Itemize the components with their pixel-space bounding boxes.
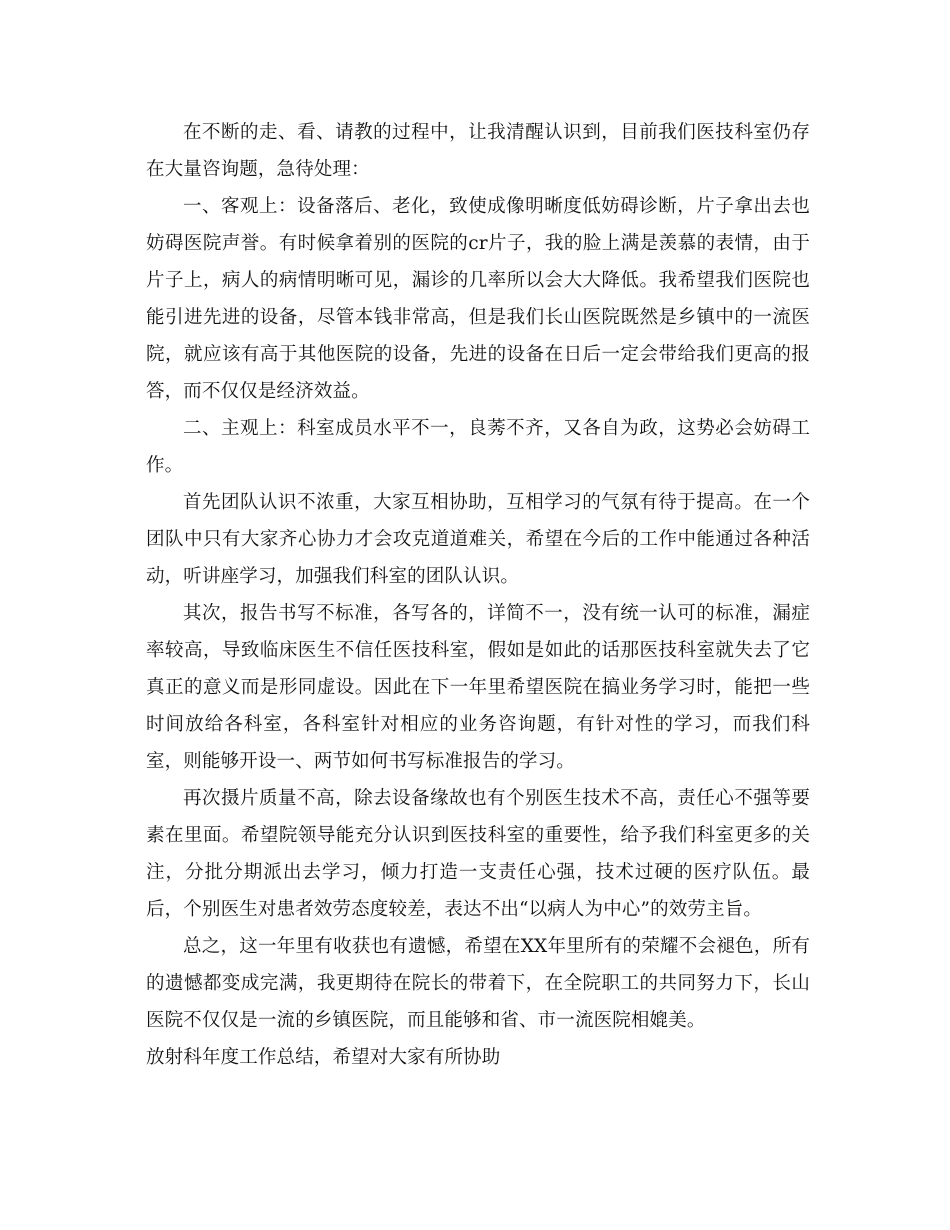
paragraph-objective: 一、客观上：设备落后、老化，致使成像明晰度低妨碍诊断，片子拿出去也妨碍医院声誉。有时候拿着别的医院的cr片子，我的脸上满是羡慕的表情，由于片子上，病人的病情明晰可见，漏诊的几率所以会大大降低。我希望我们医院也能引进先进的设备，尽管本钱非常高，但是我们长山医院既然是乡镇中的一流医院，就应该有高于其他医院的设备，先进的设备在日后一定会带给我们更高的报答，而不仅仅是经济效益。 bbox=[146, 196, 810, 402]
document-body bbox=[146, 114, 810, 1076]
paragraph-team-awareness: 首先团队认识不浓重，大家互相协助，互相学习的气氛有待于提高。在一个团队中只有大家齐心协力才会攻克道道难关，希望在今后的工作中能通过各种活动，听讲座学习，加强我们科室的团队认识。 bbox=[146, 492, 810, 587]
paragraph-conclusion: 总之，这一年里有收获也有遗憾，希望在XX年里所有的荣耀不会褪色，所有的遗憾都变成完满，我更期待在院长的带着下，在全院职工的共同努力下，长山医院不仅仅是一流的乡镇医院，而且能够和省、市一流医院相媲美。 bbox=[146, 936, 810, 1031]
paragraph-film-quality: 再次摄片质量不高，除去设备缘故也有个别医生技术不高，责任心不强等要素在里面。希望院领导能充分认识到医技科室的重要性，给予我们科室更多的关注，分批分期派出去学习，倾力打造一支责任心强，技术过硬的医疗队伍。最后，个别医生对患者效劳态度较差，表达不出“以病人为中心”的效劳主旨。 bbox=[146, 788, 810, 920]
closing-line: 放射科年度工作总结，希望对大家有所协助 bbox=[146, 1047, 501, 1068]
paragraph-intro: 在不断的走、看、请教的过程中，让我清醒认识到，目前我们医技科室仍存在大量咨询题，急待处理： bbox=[146, 122, 810, 180]
paragraph-report-writing: 其次，报告书写不标准，各写各的，详简不一，没有统一认可的标准，漏症率较高，导致临床医生不信任医技科室，假如是如此的话那医技科室就失去了它真正的意义而是形同虚设。因此在下一年里希望医院在搞业务学习时，能把一些时间放给各科室，各科室针对相应的业务咨询题，有针对性的学习，而我们科室，则能够开设一、两节如何书写标准报告的学习。 bbox=[146, 603, 810, 772]
paragraph-subjective: 二、主观上：科室成员水平不一，良莠不齐，又各自为政，这势必会妨碍工作。 bbox=[146, 418, 810, 476]
